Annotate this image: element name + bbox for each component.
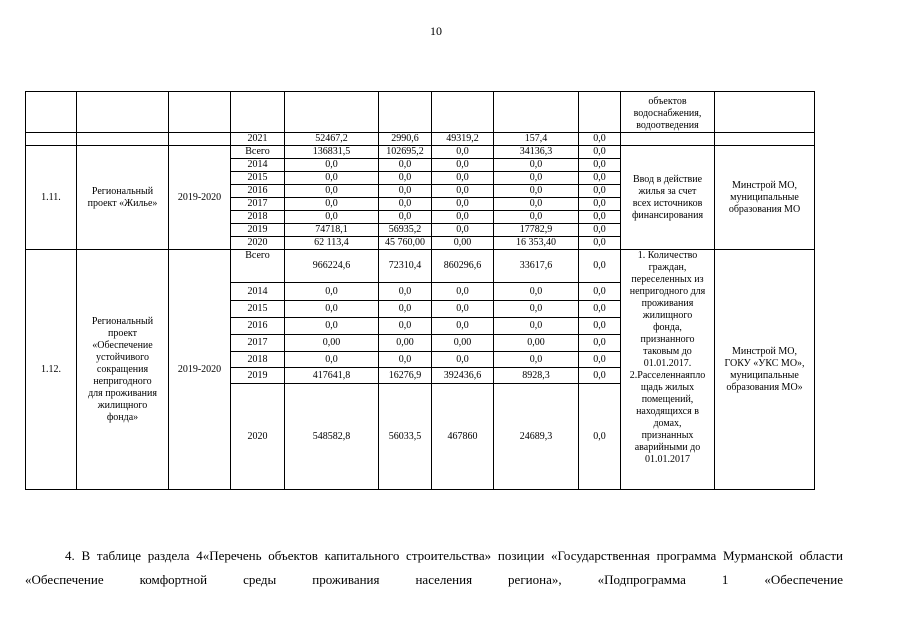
municipal-budget-cell: 0,0 (494, 211, 579, 224)
municipal-budget-cell: 8928,3 (494, 368, 579, 384)
table-row (26, 146, 815, 159)
extrabudget-cell: 0,0 (579, 224, 621, 237)
total-cell: 52467,2 (285, 133, 379, 146)
row-group-1-12 (26, 250, 815, 490)
year-cell: 2019 (231, 224, 285, 237)
regional-budget-cell: 0,0 (432, 146, 494, 159)
federal-budget-cell: 2990,6 (379, 133, 432, 146)
paragraph-4: 4. В таблице раздела 4«Перечень объектов капитального строительства» позиции «Государственная программа Мурманской области «Обеспечение комфортной среды проживания населения региона», «Подпрограмма 1 «Обеспечение (25, 548, 843, 587)
extrabudget-cell: 0,0 (579, 198, 621, 211)
year-cell: 2019 (231, 368, 285, 384)
year-cell: 2020 (231, 237, 285, 250)
total-cell: 0,0 (285, 301, 379, 318)
year-cell: 2016 (231, 185, 285, 198)
total-cell: 0,0 (285, 185, 379, 198)
federal-budget-cell: 16276,9 (379, 368, 432, 384)
year-cell: Всего (231, 146, 285, 159)
regional-budget-cell: 0,0 (432, 185, 494, 198)
municipal-budget-cell: 0,0 (494, 301, 579, 318)
extrabudget-cell: 0,0 (579, 352, 621, 368)
row-number-cell: 1.12. (26, 250, 77, 490)
regional-budget-cell: 0,00 (432, 237, 494, 250)
year-cell: 2018 (231, 352, 285, 368)
empty-cell (715, 133, 815, 146)
total-cell: 136831,5 (285, 146, 379, 159)
total-cell: 0,0 (285, 211, 379, 224)
program-table (25, 91, 815, 490)
regional-budget-cell: 0,0 (432, 172, 494, 185)
extrabudget-cell: 0,0 (579, 172, 621, 185)
extrabudget-cell: 0,0 (579, 185, 621, 198)
municipal-budget-cell: 33617,6 (494, 250, 579, 283)
row-number-cell: 1.11. (26, 146, 77, 250)
extrabudget-cell: 0,0 (579, 159, 621, 172)
year-cell: 2014 (231, 283, 285, 301)
year-cell: 2015 (231, 301, 285, 318)
extrabudget-cell: 0,0 (579, 250, 621, 283)
municipal-budget-cell: 0,0 (494, 318, 579, 335)
federal-budget-cell: 0,0 (379, 198, 432, 211)
regional-budget-cell: 0,0 (432, 283, 494, 301)
municipal-budget-cell: 16 353,40 (494, 237, 579, 250)
federal-budget-cell: 0,0 (379, 283, 432, 301)
empty-cell (26, 133, 77, 146)
indicator-cell: объектов водоснабжения, водоотведения (621, 92, 715, 133)
municipal-budget-cell: 0,0 (494, 172, 579, 185)
indicator-cell: 1. Количество граждан, переселенных из непригодного для проживания жилищного фонда, признанного таковым до 01.01.2017. 2.Расселеннаяпло щадь жилых помещений, находящихся в домах, признанных аварийными до 01.01.2017 (621, 250, 715, 490)
project-name-cell: Региональный проект «Обеспечение устойчивого сокращения непригодного для проживания жилищного фонда» (77, 250, 169, 490)
page-number: 10 (430, 24, 442, 38)
total-cell: 0,0 (285, 172, 379, 185)
regional-budget-cell: 0,0 (432, 159, 494, 172)
regional-budget-cell: 0,0 (432, 301, 494, 318)
federal-budget-cell: 0,0 (379, 318, 432, 335)
regional-budget-cell: 467860 (432, 384, 494, 490)
federal-budget-cell: 0,0 (379, 352, 432, 368)
total-cell: 0,0 (285, 283, 379, 301)
municipal-budget-cell: 0,0 (494, 283, 579, 301)
total-cell: 966224,6 (285, 250, 379, 283)
extrabudget-cell: 0,0 (579, 133, 621, 146)
total-cell: 548582,8 (285, 384, 379, 490)
empty-cell (169, 133, 231, 146)
empty-cell (77, 133, 169, 146)
total-cell: 0,0 (285, 352, 379, 368)
federal-budget-cell: 0,0 (379, 185, 432, 198)
municipal-budget-cell: 0,0 (494, 159, 579, 172)
year-cell: 2017 (231, 335, 285, 352)
extrabudget-cell: 0,0 (579, 283, 621, 301)
municipal-budget-cell: 34136,3 (494, 146, 579, 159)
indicator-cell: Ввод в действие жилья за счет всех источников финансирования (621, 146, 715, 250)
regional-budget-cell: 0,0 (432, 352, 494, 368)
regional-budget-cell: 49319,2 (432, 133, 494, 146)
total-cell: 0,0 (285, 318, 379, 335)
municipal-budget-cell: 17782,9 (494, 224, 579, 237)
federal-budget-cell: 0,0 (379, 301, 432, 318)
regional-budget-cell: 392436,6 (432, 368, 494, 384)
federal-budget-cell: 0,0 (379, 211, 432, 224)
municipal-budget-cell: 157,4 (494, 133, 579, 146)
federal-budget-cell: 56935,2 (379, 224, 432, 237)
total-cell: 0,00 (285, 335, 379, 352)
regional-budget-cell: 0,0 (432, 198, 494, 211)
extrabudget-cell: 0,0 (579, 146, 621, 159)
total-cell: 0,0 (285, 159, 379, 172)
extrabudget-cell: 0,0 (579, 368, 621, 384)
total-cell: 417641,8 (285, 368, 379, 384)
municipal-budget-cell: 0,0 (494, 198, 579, 211)
year-cell: 2015 (231, 172, 285, 185)
municipal-budget-cell: 24689,3 (494, 384, 579, 490)
regional-budget-cell: 0,0 (432, 318, 494, 335)
row-group-1-11 (26, 133, 815, 250)
extrabudget-cell: 0,0 (579, 237, 621, 250)
year-cell: Всего (231, 250, 285, 283)
extrabudget-cell: 0,0 (579, 211, 621, 224)
project-name-cell: Региональный проект «Жилье» (77, 146, 169, 250)
year-cell: 2014 (231, 159, 285, 172)
total-cell: 74718,1 (285, 224, 379, 237)
regional-budget-cell: 860296,6 (432, 250, 494, 283)
federal-budget-cell: 0,0 (379, 172, 432, 185)
period-cell: 2019-2020 (169, 146, 231, 250)
regional-budget-cell: 0,00 (432, 335, 494, 352)
regional-budget-cell: 0,0 (432, 211, 494, 224)
federal-budget-cell: 0,00 (379, 335, 432, 352)
total-cell: 0,0 (285, 198, 379, 211)
municipal-budget-cell: 0,0 (494, 352, 579, 368)
extrabudget-cell: 0,0 (579, 335, 621, 352)
year-cell: 2020 (231, 384, 285, 490)
federal-budget-cell: 45 760,00 (379, 237, 432, 250)
regional-budget-cell: 0,0 (432, 224, 494, 237)
empty-cell (621, 133, 715, 146)
executor-cell: Минстрой МО, муниципальные образования МО (715, 146, 815, 250)
year-cell: 2018 (231, 211, 285, 224)
total-cell: 62 113,4 (285, 237, 379, 250)
continued-row (26, 92, 815, 133)
extrabudget-cell: 0,0 (579, 384, 621, 490)
extrabudget-cell: 0,0 (579, 301, 621, 318)
year-cell: 2021 (231, 133, 285, 146)
federal-budget-cell: 102695,2 (379, 146, 432, 159)
year-cell: 2017 (231, 198, 285, 211)
period-cell: 2019-2020 (169, 250, 231, 490)
federal-budget-cell: 56033,5 (379, 384, 432, 490)
table-row (26, 133, 815, 146)
table-row (26, 250, 815, 283)
year-cell: 2016 (231, 318, 285, 335)
municipal-budget-cell: 0,0 (494, 185, 579, 198)
federal-budget-cell: 72310,4 (379, 250, 432, 283)
municipal-budget-cell: 0,00 (494, 335, 579, 352)
executor-cell: Минстрой МО, ГОКУ «УКС МО», муниципальные образования МО» (715, 250, 815, 490)
federal-budget-cell: 0,0 (379, 159, 432, 172)
extrabudget-cell: 0,0 (579, 318, 621, 335)
